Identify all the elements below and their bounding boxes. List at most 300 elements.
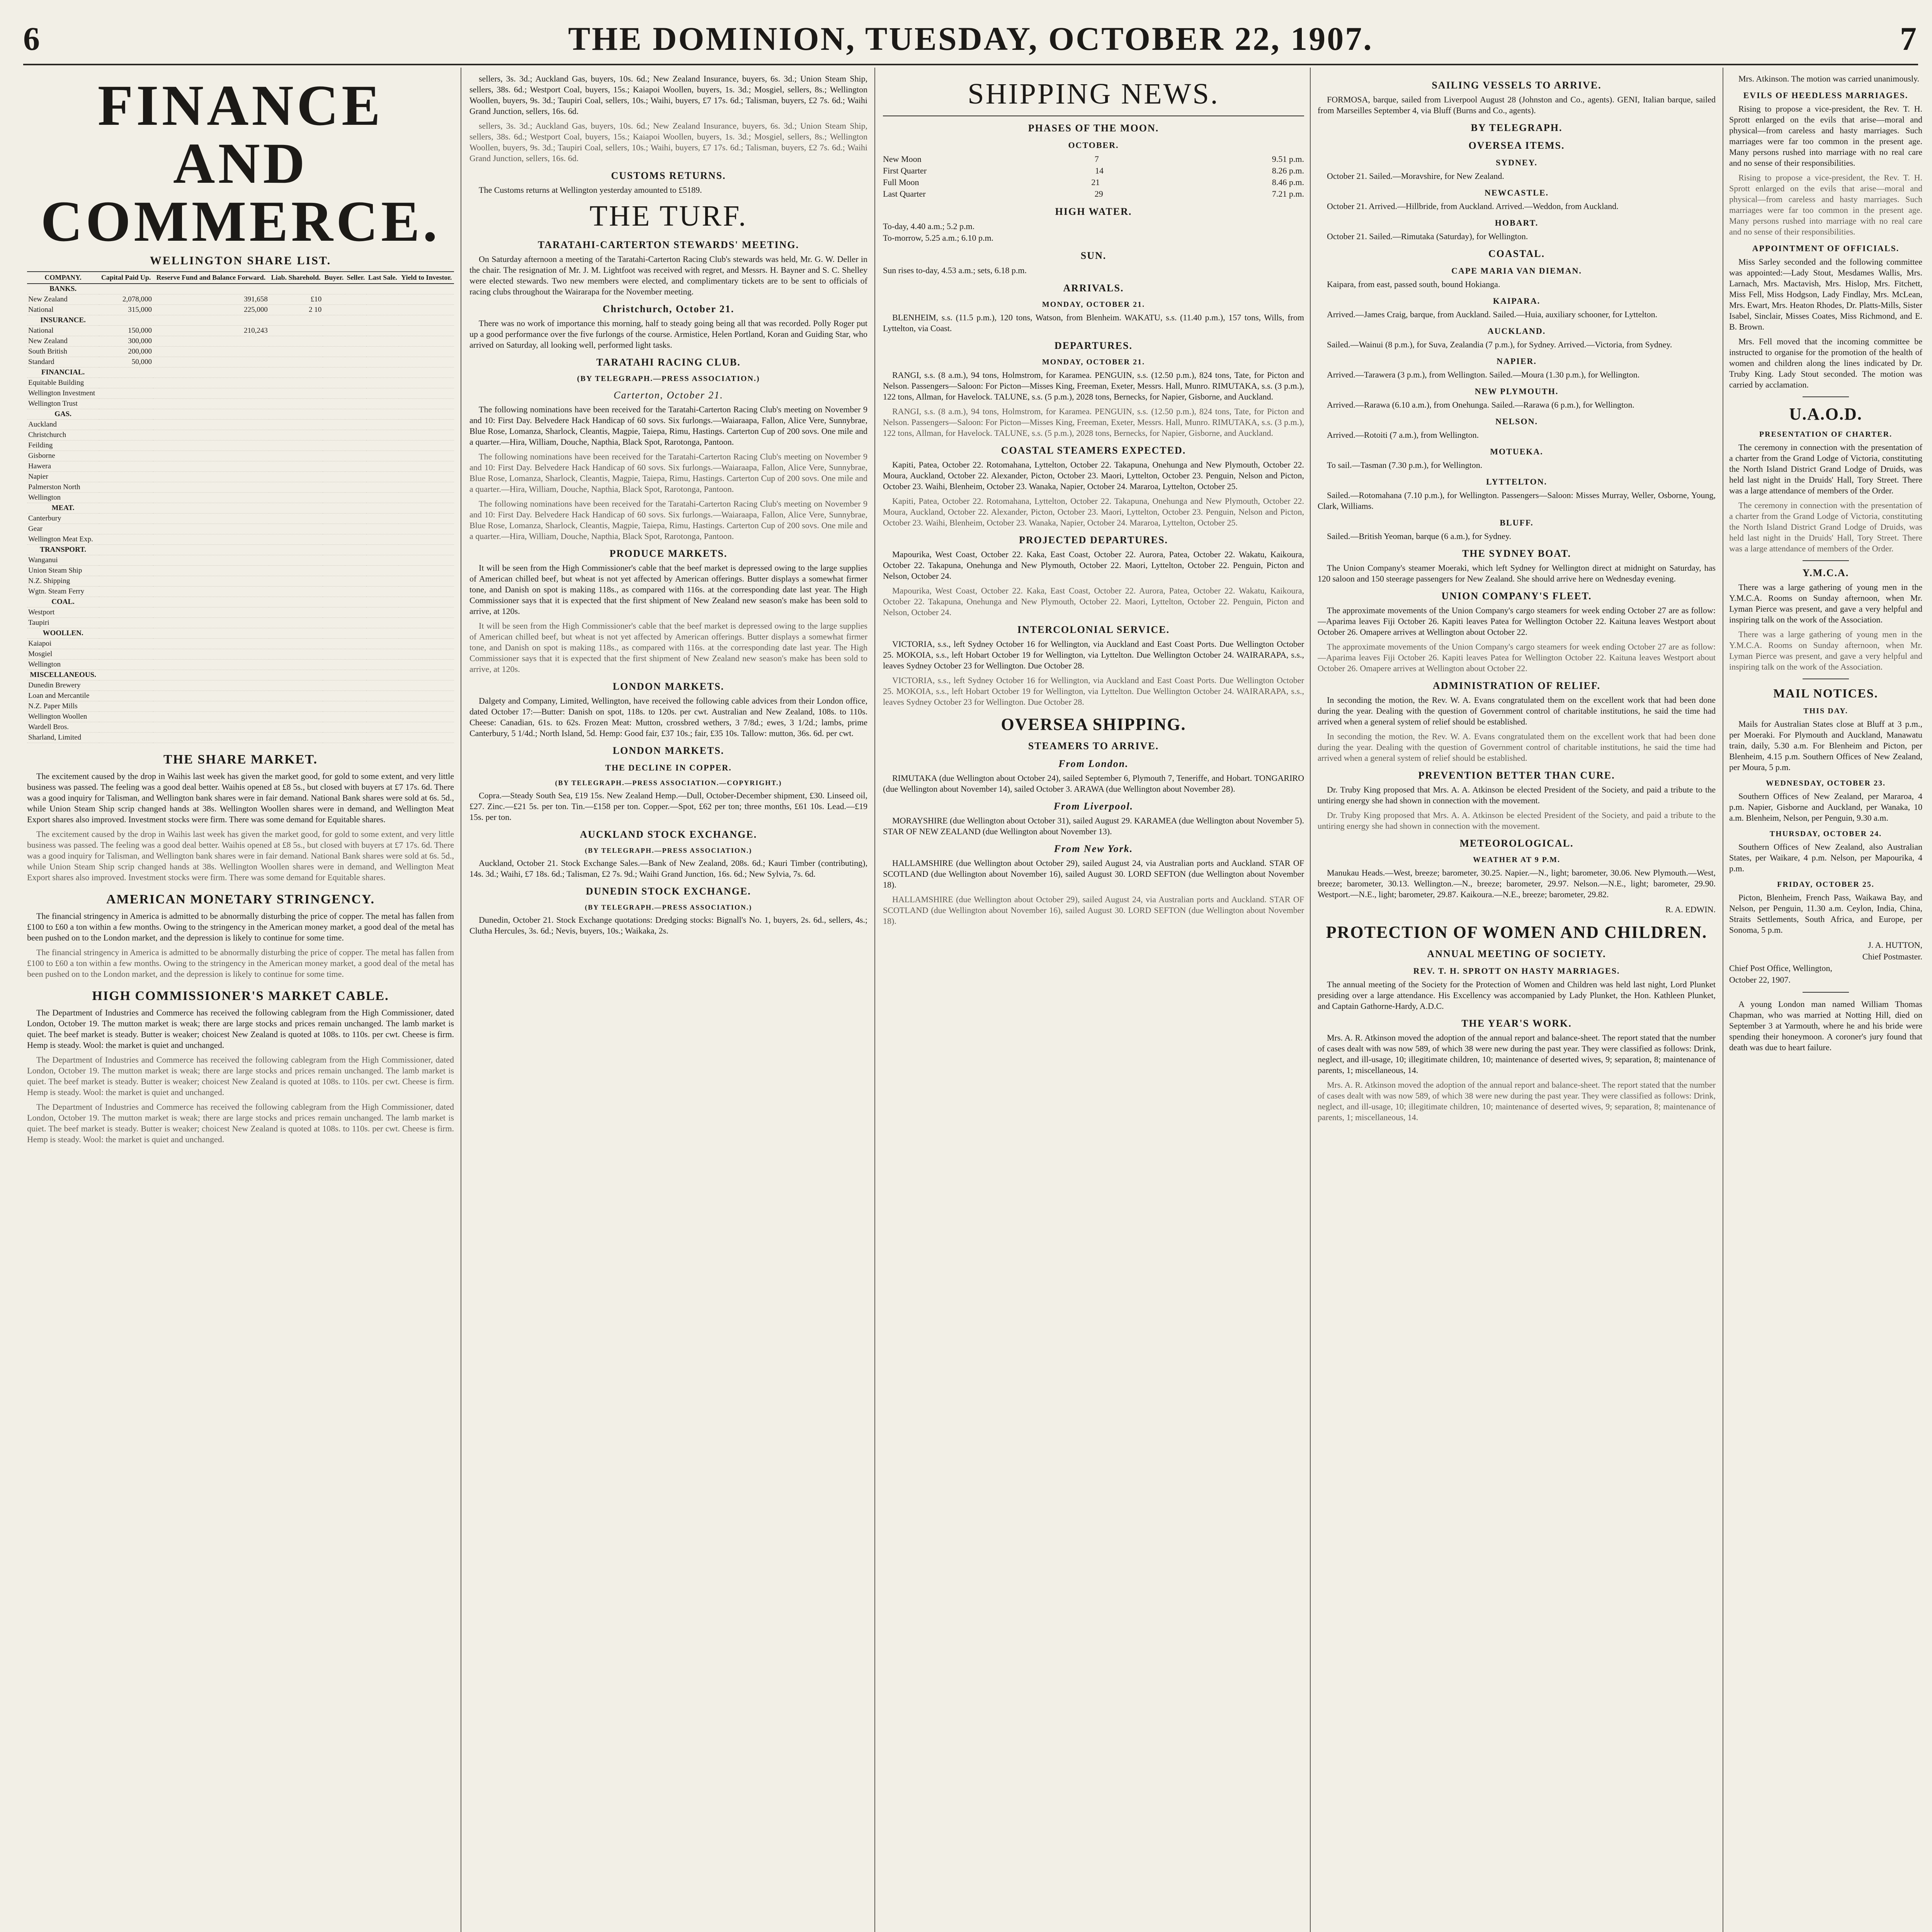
share-cell-seller <box>345 482 366 493</box>
share-cell-sale <box>366 367 399 378</box>
share-cell-reserve <box>153 680 269 691</box>
share-cell-paid <box>99 284 153 294</box>
share-cell-sale <box>366 660 399 670</box>
share-cell-buyer <box>323 493 345 503</box>
share-cell-liab <box>269 472 323 482</box>
share-cell-reserve <box>153 566 269 576</box>
share-cell-buyer <box>323 722 345 733</box>
turf-heading: THE TURF. <box>589 200 748 232</box>
share-cell-paid <box>99 639 153 649</box>
share-cell-company: Feilding <box>27 440 99 451</box>
share-cell-paid <box>99 378 153 388</box>
share-cell-buyer <box>323 284 345 294</box>
dunedin-exchange-heading: DUNEDIN STOCK EXCHANGE. <box>586 886 751 897</box>
kaipara-heading: KAIPARA. <box>1493 296 1541 306</box>
share-cell-seller <box>345 576 366 587</box>
post-office-place: Chief Post Office, Wellington, <box>1729 963 1832 973</box>
high-water-tomorrow: To-morrow, 5.25 a.m.; 6.10 p.m. <box>883 233 994 243</box>
auckland-heading: AUCKLAND. <box>1487 326 1546 336</box>
share-cell-sale <box>366 722 399 733</box>
share-row <box>27 555 454 566</box>
sydney-boat-text: The Union Company's steamer Moeraki, which left Sydney for Wellington direct at midnight on Saturday, has 120 saloon and 150 steerage passengers for New Zealand. She should arrive here on Wednesday evening. <box>1318 563 1716 583</box>
share-cell-yield <box>399 420 454 430</box>
moon-phase-row <box>883 153 1304 165</box>
share-cell-yield <box>399 482 454 493</box>
share-cell-sale <box>366 712 399 722</box>
share-cell-seller <box>345 545 366 555</box>
share-cell-liab <box>269 701 323 712</box>
share-cell-yield <box>399 545 454 555</box>
share-cell-buyer <box>323 618 345 628</box>
share-cell-yield <box>399 534 454 545</box>
moon-phase-day: 7 <box>1094 154 1099 164</box>
arrivals-heading: ARRIVALS. <box>1063 282 1124 294</box>
col-company: COMPANY. <box>27 272 99 284</box>
stewards-meeting-text: On Saturday afternoon a meeting of the Taratahi-Carterton Racing Club's stewards was held, Mr. G. W. Deller in the chair. The resignation of Mr. J. M. Lightfoot was received with regret, and Messrs. H. Bayner and S. C. Shelley were elected stewards. Two new members were elected, and complimentary tickets are to be sent to officials of racing clubs throughout the Wairarapa for the November meeting. <box>469 254 867 296</box>
union-fleet-heading: UNION COMPANY'S FLEET. <box>1441 590 1592 602</box>
page-number-left: 6 <box>23 20 41 57</box>
share-cell-seller <box>345 388 366 399</box>
share-cell-seller <box>345 326 366 336</box>
intercolonial-text-cont: VICTORIA, s.s., left Sydney October 16 for Wellington, via Auckland and East Coast Ports. Due Wellington October 25. MOKOIA, s.s., left Hobart October 19 for Wellington, via Lyttelton. Due Wellington October 24. WAIRARAPA, s.s., leaves Sydney October 23 for Wellington. Due October 28. <box>883 675 1304 707</box>
share-list-header-row <box>27 272 454 284</box>
share-cell-seller <box>345 399 366 409</box>
share-cell-yield <box>399 451 454 461</box>
share-cell-reserve <box>153 555 269 566</box>
share-cell-paid <box>99 545 153 555</box>
share-cell-liab <box>269 409 323 420</box>
share-cell-seller <box>345 691 366 701</box>
dunedin-exchange-text: Dunedin, October 21. Stock Exchange quotations: Dredging stocks: Bignall's No. 1, buyers, 2s. 6d., sellers, 4s.; Clutha Hercules, 3s. 6d.; Nevis, buyers, 10s.; Waikaka, 2s. <box>469 915 867 935</box>
motueka-text: To sail.—Tasman (7.30 p.m.), for Wellington. <box>1327 460 1483 470</box>
share-cell-sale <box>366 461 399 472</box>
share-cell-reserve <box>153 284 269 294</box>
share-cell-seller <box>345 733 366 743</box>
share-cell-paid <box>99 670 153 680</box>
share-cell-liab <box>269 493 323 503</box>
share-cell-reserve <box>153 524 269 534</box>
share-cell-liab <box>269 315 323 326</box>
share-cell-yield <box>399 733 454 743</box>
share-cell-paid <box>99 649 153 660</box>
share-cell-reserve <box>153 670 269 680</box>
share-row <box>27 378 454 388</box>
copyright-credit: (BY TELEGRAPH.—PRESS ASSOCIATION.—COPYRIGHT.) <box>555 779 782 787</box>
share-cell-buyer <box>323 357 345 367</box>
share-cell-buyer <box>323 482 345 493</box>
nominations-text-more: The following nominations have been received for the Taratahi-Carterton Racing Club's meeting on November 9 and 10: First Day. Belvedere Hack Handicap of 60 sovs. Six furlongs.—Waiaraapa, Fallon, Alice Vere, Sunnybrae, Blue Rose, Lomanza, Sharlock, Cleantis, Magpie, Taiepa, Rimu, Hastings. Carterton Cup of 200 sovs. One mile and a quarter.—Hira, William, Douche, Napthia, Black Spot, Rarotonga, Pantoon. <box>469 499 867 541</box>
share-cell-seller <box>345 315 366 326</box>
share-cell-reserve <box>153 701 269 712</box>
sydney-heading: SYDNEY. <box>1496 158 1537 167</box>
col-seller: Seller. <box>345 272 366 284</box>
masthead <box>23 15 1918 62</box>
share-cell-sale <box>366 691 399 701</box>
coastal-expected-text-cont: Kapiti, Patea, October 22. Rotomahana, Lyttelton, October 22. Takapuna, Onehunga and New Plymouth, October 22. Moura, Auckland, October 22. Alexander, Picton, October 23. Maori, Lyttelton, October 23. Penguin, Nelson and Picton, October 23. Waihi, Blenheim, October 23. Wanaka, Napier, October 24. Mararoa, Lyttelton, October 25. <box>883 496 1304 527</box>
share-cell-liab <box>269 524 323 534</box>
customs-heading: CUSTOMS RETURNS. <box>611 170 726 181</box>
share-cell-sale <box>366 482 399 493</box>
high-commissioner-heading: HIGH COMMISSIONER'S MARKET CABLE. <box>92 989 389 1003</box>
share-cell-paid <box>99 388 153 399</box>
share-cell-company: FINANCIAL. <box>27 367 99 378</box>
produce-markets-heading: PRODUCE MARKETS. <box>609 548 728 559</box>
coastal-expected-heading: COASTAL STEAMERS EXPECTED. <box>1001 445 1186 456</box>
high-commissioner-text: The Department of Industries and Commerce has received the following cablegram from the High Commissioner, dated London, October 19. The mutton market is weak; there are large stocks and prices remain unchanged. The lamb market is quiet. The beef market is steady. Butter is weaker; choicest New Zealand is quoted at 108s. to 110s. per cwt. Cheese is firm. Hemp is steady. Wool: the market is quiet and unchanged. <box>27 1008 454 1050</box>
share-row <box>27 660 454 670</box>
share-cell-company: Hawera <box>27 461 99 472</box>
from-new-york-heading: From New York. <box>1054 843 1133 854</box>
share-cell-seller <box>345 555 366 566</box>
ymca-text-cont: There was a large gathering of young men in the Y.M.C.A. Rooms on Sunday afternoon, when Mr. Lyman Pierce was present, and gave a very helpful and inspiring talk on the work of the Association. <box>1729 629 1922 672</box>
share-cell-yield <box>399 357 454 367</box>
share-row <box>27 534 454 545</box>
share-cell-buyer <box>323 524 345 534</box>
share-cell-liab <box>269 628 323 639</box>
share-cell-yield <box>399 691 454 701</box>
weather-text: Manukau Heads.—West, breeze; barometer, 30.25. Napier.—N., light; barometer, 30.06. New Plymouth.—West, breeze; barometer, 30.13. Wellington.—N., breeze; barometer, 29.97. Nelson.—N.E., light; barometer, 29.90. Westport.—N.E., light; barometer, 29.87. Kaikoura.—N.E., breeze; barometer, 29.82. <box>1318 868 1716 899</box>
sailing-vessels-text: FORMOSA, barque, sailed from Liverpool August 28 (Johnston and Co., agents). GENI, Italian barque, sailed from Marseilles September 4, via Bluff (Burns and Co., agents). <box>1318 95 1716 115</box>
share-row <box>27 451 454 461</box>
share-cell-buyer <box>323 347 345 357</box>
moon-phase-day: 29 <box>1094 189 1103 199</box>
share-cell-liab <box>269 336 323 347</box>
share-cell-liab <box>269 534 323 545</box>
section-divider <box>1803 560 1849 561</box>
share-cell-paid <box>99 440 153 451</box>
relief-text-cont: In seconding the motion, the Rev. W. A. Evans congratulated them on the excellent work that had been done during the year. Dealing with the question of Government control of charitable institutions, he said the time had arrived when a general system of relief should be established. <box>1318 731 1716 763</box>
share-cell-seller <box>345 451 366 461</box>
napier-heading: NAPIER. <box>1497 356 1537 366</box>
share-cell-paid <box>99 430 153 440</box>
share-cell-liab <box>269 326 323 336</box>
share-cell-yield <box>399 503 454 514</box>
share-market-text: The excitement caused by the drop in Waihis last week has given the market good, for gold to some extent, and very little business was passed. The feeling was a good deal better. Waihis opened at £8 5s., but closed with buyers at £7 17s. 6d. There was a good inquiry for Talisman, and Wellington bank shares were in fair demand. National Bank shares were sold at 6s. 5d., while Union Steam Ship scrip changed hands at 38s. Wellington Woollen shares were in demand, and Wellington Meat Export shares also improved. Investment stocks were firm. There was some demand for Equitable shares. <box>27 771 454 824</box>
projected-departures-heading: PROJECTED DEPARTURES. <box>1019 534 1168 546</box>
share-cell-seller <box>345 607 366 618</box>
sydney-text: October 21. Sailed.—Moravshire, for New Zealand. <box>1327 171 1504 181</box>
share-cell-yield <box>399 566 454 576</box>
share-cell-paid <box>99 587 153 597</box>
share-cell-buyer <box>323 315 345 326</box>
share-cell-buyer <box>323 660 345 670</box>
share-row <box>27 566 454 576</box>
share-cell-seller <box>345 649 366 660</box>
by-telegraph-heading: BY TELEGRAPH. <box>1471 122 1563 133</box>
share-cell-paid <box>99 367 153 378</box>
share-cell-liab <box>269 388 323 399</box>
prevention-heading: PREVENTION BETTER THAN CURE. <box>1418 770 1615 781</box>
postmaster-name: J. A. HUTTON, <box>1868 940 1922 950</box>
share-cell-company: Wellington <box>27 660 99 670</box>
from-liverpool-text: MORAYSHIRE (due Wellington about October 31), sailed August 29. KARAMEA (due Wellington about November 5). STAR OF NEW ZEALAND (due Wellington about November 13). <box>883 816 1304 836</box>
share-cell-reserve <box>153 722 269 733</box>
copper-decline-heading: THE DECLINE IN COPPER. <box>605 763 732 772</box>
produce-markets-text-cont: It will be seen from the High Commissioner's cable that the beef market is depressed owing to the large supplies of American chilled beef, but wheat is not yet affected by American offerings. Butter displays a somewhat firmer tone, and Danish on spot is making 118s., as compared with 116s. at the corresponding date last year. The High Commissioner says that it is expected that the first shipment of New Zealand new season's make has been sold to arrive, at 120s. <box>469 621 867 674</box>
col-yield: Yield to Investor. <box>399 272 454 284</box>
moon-phase-day: 14 <box>1095 166 1104 175</box>
american-stringency-heading: AMERICAN MONETARY STRINGENCY. <box>106 892 375 906</box>
share-cell-reserve <box>153 545 269 555</box>
share-cell-buyer <box>323 305 345 315</box>
share-cell-company: National <box>27 326 99 336</box>
post-office-date: October 22, 1907. <box>1729 975 1791 985</box>
coastal-society-column <box>1318 73 1716 1932</box>
share-cell-liab <box>269 691 323 701</box>
share-cell-liab <box>269 722 323 733</box>
share-cell-liab <box>269 555 323 566</box>
american-stringency-text: The financial stringency in America is admitted to be abnormally disturbing the price of copper. The metal has fallen from £100 to £60 a ton within a few months. Owing to the stringency in the American money market, a good deal of the metal has been pushed on to the London market, and the depression is likely to continue for some time. <box>27 911 454 942</box>
weather-signature: R. A. EDWIN. <box>1665 905 1716 914</box>
customs-text: The Customs returns at Wellington yesterday amounted to £5189. <box>479 185 702 195</box>
share-cell-company: Wellington Woollen <box>27 712 99 722</box>
departures-date: MONDAY, OCTOBER 21. <box>1042 358 1145 366</box>
friday-heading: FRIDAY, OCTOBER 25. <box>1777 880 1874 889</box>
share-market-text-cont: The excitement caused by the drop in Waihis last week has given the market good, for gold to some extent, and very little business was passed. The feeling was a good deal better. Waihis opened at £8 5s., but closed with buyers at £7 17s. 6d. There was a good inquiry for Talisman, and Wellington bank shares were in fair demand. National Bank shares were sold at 6s. 5d., while Union Steam Ship scrip changed hands at 38s. Wellington Woollen shares were in demand, and Wellington Meat Export shares also improved. Investment stocks were firm. There was some demand for Equitable shares. <box>27 829 454 882</box>
share-cell-reserve <box>153 587 269 597</box>
share-cell-sale <box>366 524 399 534</box>
share-cell-paid <box>99 722 153 733</box>
share-cell-seller <box>345 639 366 649</box>
share-cell-reserve <box>153 712 269 722</box>
share-cell-company: WOOLLEN. <box>27 628 99 639</box>
stewards-meeting-heading: TARATAHI-CARTERTON STEWARDS' MEETING. <box>537 239 799 250</box>
share-cell-yield <box>399 315 454 326</box>
share-cell-buyer <box>323 670 345 680</box>
share-cell-buyer <box>323 514 345 524</box>
share-cell-seller <box>345 461 366 472</box>
share-cell-sale <box>366 336 399 347</box>
share-cell-yield <box>399 587 454 597</box>
ymca-heading: Y.M.C.A. <box>1802 567 1849 578</box>
evils-text-cont: Rising to propose a vice-president, the Rev. T. H. Sprott enlarged on the evils that arise—moral and physical—from careless and hasty marriages. Such marriages were far too common in the present age. Many persons rushed into marriage with no real care and no sense of their responsibilities. <box>1729 173 1922 236</box>
annual-meeting-heading: ANNUAL MEETING OF SOCIETY. <box>1427 948 1606 959</box>
newspaper-title: THE DOMINION, TUESDAY, OCTOBER 22, 1907. <box>568 20 1373 57</box>
share-cell-seller <box>345 367 366 378</box>
share-cell-yield <box>399 555 454 566</box>
share-cell-sale <box>366 534 399 545</box>
share-cell-paid <box>99 409 153 420</box>
share-cell-seller <box>345 294 366 305</box>
share-cell-sale <box>366 680 399 691</box>
share-cell-paid <box>99 701 153 712</box>
share-cell-liab <box>269 420 323 430</box>
share-cell-liab: 2 10 <box>269 305 323 315</box>
share-row <box>27 409 454 420</box>
share-cell-sale <box>366 305 399 315</box>
share-cell-buyer <box>323 555 345 566</box>
share-cell-buyer <box>323 680 345 691</box>
share-row <box>27 680 454 691</box>
share-cell-sale <box>366 587 399 597</box>
share-cell-yield <box>399 347 454 357</box>
this-day-text: Mails for Australian States close at Bluff at 3 p.m., per Moeraki. For Plymouth and Auckland, Manawatu train, daily, 5.30 a.m. For Blenheim and Picton, per Blenheim, 4.15 p.m. Southern Offices of New Zealand, per Moura, 5 p.m. <box>1729 719 1922 772</box>
markets-turf-column <box>469 73 867 1932</box>
share-cell-reserve <box>153 440 269 451</box>
share-cell-company: Kaiapoi <box>27 639 99 649</box>
share-cell-paid <box>99 482 153 493</box>
share-cell-seller <box>345 284 366 294</box>
share-cell-seller <box>345 712 366 722</box>
masthead-rule <box>23 64 1918 65</box>
column-separator <box>1310 68 1311 1932</box>
share-row <box>27 294 454 305</box>
share-cell-yield <box>399 649 454 660</box>
share-cell-yield <box>399 305 454 315</box>
share-cell-reserve <box>153 482 269 493</box>
moon-phase-label: First Quarter <box>883 166 927 175</box>
nelson-heading: NELSON. <box>1495 417 1538 426</box>
nominations-text: The following nominations have been received for the Taratahi-Carterton Racing Club's meeting on November 9 and 10: First Day. Belvedere Hack Handicap of 60 sovs. Six furlongs.—Waiaraapa, Fallon, Alice Vere, Sunnybrae, Blue Rose, Lomanza, Sharlock, Cleantis, Magpie, Taiepa, Rimu, Hastings. Carterton Cup of 200 sovs. One mile and a quarter.—Hira, William, Douche, Napthia, Black Spot, Rarotonga, Pantoon. <box>469 405 867 447</box>
section-divider <box>1803 992 1849 993</box>
share-row <box>27 461 454 472</box>
share-row <box>27 388 454 399</box>
share-row <box>27 670 454 680</box>
bluff-heading: BLUFF. <box>1500 518 1534 527</box>
share-row <box>27 284 454 294</box>
share-cell-reserve <box>153 607 269 618</box>
shipping-column <box>883 73 1304 1932</box>
share-cell-reserve <box>153 461 269 472</box>
share-cell-reserve <box>153 649 269 660</box>
union-fleet-text-cont: The approximate movements of the Union Company's cargo steamers for week ending October 27 are as follow:—Aparima leaves Fiji October 26. Kapiti leaves Patea for Wellington October 22. Kaituna leaves Westport about October 26. Omapere arrives at Wellington about October 22. <box>1318 642 1716 673</box>
american-stringency-text-cont: The financial stringency in America is admitted to be abnormally disturbing the price of copper. The metal has fallen from £100 to £60 a ton within a few months. Owing to the stringency in the American money market, a good deal of the metal has been pushed on to the London market, and the depression is likely to continue for some time. <box>27 947 454 979</box>
share-cell-reserve <box>153 660 269 670</box>
share-cell-yield <box>399 639 454 649</box>
moon-phase-time: 8.46 p.m. <box>1272 177 1304 187</box>
share-cell-yield <box>399 294 454 305</box>
share-cell-reserve <box>153 399 269 409</box>
share-cell-paid <box>99 514 153 524</box>
share-cell-buyer <box>323 503 345 514</box>
thursday-text: Southern Offices of New Zealand, also Australian States, per Waikare, 4 p.m. Nelson, per Mapourika, 4 p.m. <box>1729 842 1922 873</box>
sun-heading: SUN. <box>1080 250 1107 261</box>
share-cell-seller <box>345 660 366 670</box>
high-commissioner-text-more: The Department of Industries and Commerce has received the following cablegram from the High Commissioner, dated London, October 19. The mutton market is weak; there are large stocks and prices remain unchanged. The lamb market is quiet. The beef market is steady. Butter is weaker; choicest New Zealand is quoted at 108s. to 110s. per cwt. Cheese is firm. Hemp is steady. Wool: the market is quiet and unchanged. <box>27 1102 454 1144</box>
share-cell-seller <box>345 493 366 503</box>
share-cell-buyer <box>323 420 345 430</box>
arrivals-text: BLENHEIM, s.s. (11.5 p.m.), 120 tons, Watson, from Blenheim. WAKATU, s.s. (11.40 p.m.), 157 tons, Wills, from Lyttelton, via Coast. <box>883 313 1304 333</box>
share-cell-company: N.Z. Paper Mills <box>27 701 99 712</box>
carterton-dateline: Carterton, October 21. <box>614 389 723 401</box>
share-cell-company: Christchurch <box>27 430 99 440</box>
share-cell-company: MISCELLANEOUS. <box>27 670 99 680</box>
share-cell-sale <box>366 618 399 628</box>
share-cell-seller <box>345 420 366 430</box>
share-row <box>27 399 454 409</box>
share-cell-paid <box>99 607 153 618</box>
share-row <box>27 691 454 701</box>
share-cell-paid <box>99 399 153 409</box>
share-cell-yield <box>399 367 454 378</box>
high-water-today: To-day, 4.40 a.m.; 5.2 p.m. <box>883 221 975 231</box>
share-cell-liab <box>269 440 323 451</box>
col-liability: Liab. Sharehold. <box>269 272 323 284</box>
share-cell-company: Wgtn. Steam Ferry <box>27 587 99 597</box>
intercolonial-heading: INTERCOLONIAL SERVICE. <box>1017 624 1170 635</box>
share-cell-seller <box>345 628 366 639</box>
share-cell-buyer <box>323 336 345 347</box>
from-new-york-text-cont: HALLAMSHIRE (due Wellington about October 29), sailed August 24, via Australian ports and Auckland. STAR OF SCOTLAND (due Wellington about November 16), sailed August 30. LORD SEFTON (due Wellington about November 18). <box>883 895 1304 926</box>
dunedin-exchange-credit: (BY TELEGRAPH.—PRESS ASSOCIATION.) <box>585 903 752 911</box>
christchurch-text: There was no work of importance this morning, half to steady going being all that was recorded. Polly Roger put up a good performance over the five furlongs of the course. Armistice, Helen Portland, Koran and Guiding Star, who arrived on Saturday, all looking well, performed light tasks. <box>469 318 867 350</box>
share-cell-sale <box>366 472 399 482</box>
prevention-text-cont: Dr. Truby King proposed that Mrs. A. A. Atkinson be elected President of the Society, and paid a tribute to the untiring energy she had shown in connection with the movement. <box>1318 810 1716 831</box>
share-cell-sale <box>366 430 399 440</box>
relief-text: In seconding the motion, the Rev. W. A. Evans congratulated them on the excellent work that had been done during the year. Dealing with the question of Government control of charitable institutions, he said the time had arrived when a general system of relief should be established. <box>1318 695 1716 726</box>
share-cell-buyer <box>323 326 345 336</box>
share-row <box>27 597 454 607</box>
hobart-heading: HOBART. <box>1495 218 1539 228</box>
share-cell-buyer <box>323 388 345 399</box>
share-cell-reserve: 210,243 <box>153 326 269 336</box>
cape-maria-heading: CAPE MARIA VAN DIEMAN. <box>1451 266 1582 276</box>
moon-phase-row <box>883 177 1304 188</box>
share-cell-sale <box>366 378 399 388</box>
share-cell-company: Wardell Bros. <box>27 722 99 733</box>
ymca-text: There was a large gathering of young men in the Y.M.C.A. Rooms on Sunday afternoon, when Mr. Lyman Pierce was present, and gave a very helpful and inspiring talk on the work of the Association. <box>1729 582 1922 624</box>
share-cell-paid: 315,000 <box>99 305 153 315</box>
share-cell-seller <box>345 701 366 712</box>
share-cell-paid <box>99 503 153 514</box>
share-cell-buyer <box>323 691 345 701</box>
share-cell-reserve <box>153 420 269 430</box>
share-cell-sale <box>366 555 399 566</box>
share-row <box>27 607 454 618</box>
years-work-text: Mrs. A. R. Atkinson moved the adoption of the annual report and balance-sheet. The report stated that the number of cases dealt with was now 589, of which 38 were new during the past year. They were classified as follows: Drink, neglect, and ill-usage, 10; illegitimate children, 10; maintenance of deserted wives, 9; separation, 8; maintenance of parents, 1; miscellaneous, 14. <box>1318 1033 1716 1075</box>
share-cell-paid <box>99 680 153 691</box>
from-liverpool-heading: From Liverpool. <box>1053 801 1134 812</box>
share-row <box>27 701 454 712</box>
share-cell-liab <box>269 576 323 587</box>
share-cell-liab <box>269 461 323 472</box>
share-cell-buyer <box>323 649 345 660</box>
projected-departures-text-cont: Mapourika, West Coast, October 22. Kaka, East Coast, October 22. Aurora, Patea, October 22. Wakatu, Kaikoura, October 22. Takapuna, Onehunga and New Plymouth, October 22. Maori, Lyttelton, October 22. Penguin, Picton and Nelson, October 24. <box>883 586 1304 617</box>
share-cell-company: Standard <box>27 357 99 367</box>
share-cell-reserve <box>153 357 269 367</box>
share-cell-liab: £10 <box>269 294 323 305</box>
share-cell-liab <box>269 680 323 691</box>
high-water-heading: HIGH WATER. <box>1055 206 1132 217</box>
share-cell-buyer <box>323 399 345 409</box>
auckland-exchange-heading: AUCKLAND STOCK EXCHANGE. <box>580 829 757 840</box>
share-cell-yield <box>399 722 454 733</box>
share-cell-paid <box>99 420 153 430</box>
coastal-heading: COASTAL. <box>1488 248 1545 259</box>
share-cell-sale <box>366 597 399 607</box>
share-cell-company: South British <box>27 347 99 357</box>
moon-phase-label: Full Moon <box>883 177 919 187</box>
moon-phase-time: 7.21 p.m. <box>1272 189 1304 199</box>
share-cell-sale <box>366 670 399 680</box>
share-cell-company: Sharland, Limited <box>27 733 99 743</box>
new-plymouth-text: Arrived.—Rarawa (6.10 a.m.), from Onehunga. Sailed.—Rarawa (6 p.m.), for Wellington. <box>1327 400 1634 410</box>
share-cell-liab <box>269 607 323 618</box>
share-cell-liab <box>269 482 323 493</box>
share-cell-company: TRANSPORT. <box>27 545 99 555</box>
share-cell-buyer <box>323 472 345 482</box>
share-cell-reserve <box>153 639 269 649</box>
moon-phase-label: Last Quarter <box>883 189 926 199</box>
share-cell-yield <box>399 607 454 618</box>
share-cell-buyer <box>323 461 345 472</box>
share-cell-company: Equitable Building <box>27 378 99 388</box>
share-cell-liab <box>269 514 323 524</box>
share-cell-seller <box>345 472 366 482</box>
prevention-text: Dr. Truby King proposed that Mrs. A. A. Atkinson be elected President of the Society, and paid a tribute to the untiring energy she had shown in connection with the movement. <box>1318 785 1716 805</box>
wednesday-heading: WEDNESDAY, OCTOBER 23. <box>1765 779 1886 787</box>
share-cell-seller <box>345 566 366 576</box>
